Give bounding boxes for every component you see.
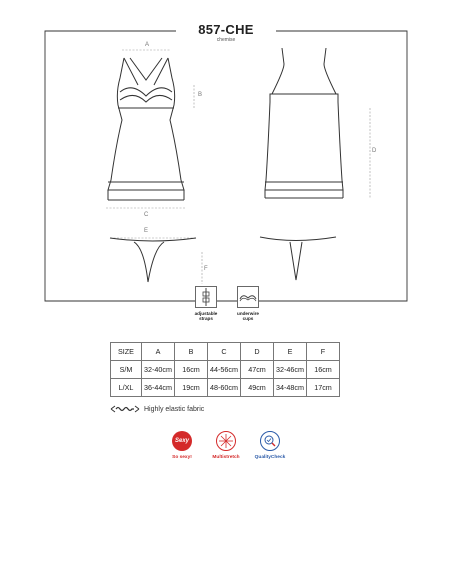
- table-cell: 44-56cm: [208, 361, 241, 379]
- feature-adjustable-line1: adjustable: [194, 311, 218, 316]
- table-cell: 16cm: [175, 361, 208, 379]
- size-table: [110, 342, 340, 397]
- table-cell: 16cm: [307, 361, 340, 379]
- badge-quality-check-label: QualityCheck: [254, 455, 286, 460]
- elastic-note: [110, 405, 204, 413]
- badge-so-sexy: [157, 431, 207, 460]
- so-sexy-icon: Sexy: [172, 431, 192, 451]
- product-subtitle: chemise: [216, 37, 236, 43]
- chemise-back-drawing: [265, 48, 343, 198]
- table-cell: 17cm: [307, 379, 340, 397]
- table-cell: 48-60cm: [208, 379, 241, 397]
- header-cell: SIZE: [111, 343, 142, 361]
- dim-a-label: A: [145, 42, 150, 48]
- table-cell: 49cm: [241, 379, 274, 397]
- feature-adjustable-line2: straps: [199, 316, 213, 322]
- thong-front-drawing: [110, 238, 196, 282]
- product-title: 857-CHE: [198, 22, 254, 37]
- dim-e-label: E: [144, 228, 149, 234]
- table-cell: S/M: [111, 361, 142, 379]
- table-cell: L/XL: [111, 379, 142, 397]
- badge-quality-check: [245, 431, 295, 460]
- table-cell: 32-46cm: [274, 361, 307, 379]
- adjustable-straps-icon: [195, 286, 217, 308]
- size-table-row: [111, 361, 340, 379]
- table-cell: 47cm: [241, 361, 274, 379]
- dim-c-label: C: [144, 212, 149, 218]
- feature-cups-line2: cups: [242, 316, 254, 322]
- badge-multistretch: [201, 431, 251, 460]
- table-cell: 34-48cm: [274, 379, 307, 397]
- size-table-row: [111, 379, 340, 397]
- header-cell: E: [274, 343, 307, 361]
- multistretch-icon: [216, 431, 236, 451]
- elastic-arrow-icon: [110, 405, 140, 413]
- header-cell: F: [307, 343, 340, 361]
- table-cell: 32-40cm: [142, 361, 175, 379]
- feature-adjustable-straps: [186, 286, 226, 322]
- table-cell: 19cm: [175, 379, 208, 397]
- underwire-cups-icon: [237, 286, 259, 308]
- size-table-header-row: [111, 343, 340, 361]
- elastic-note-text: Highly elastic fabric: [144, 405, 205, 413]
- header-cell: B: [175, 343, 208, 361]
- dim-f-label: F: [204, 266, 208, 272]
- header-cell: D: [241, 343, 274, 361]
- header-cell: C: [208, 343, 241, 361]
- table-cell: 36-44cm: [142, 379, 175, 397]
- feature-cups-line1: underwire: [237, 311, 259, 316]
- illustration-frame: [44, 30, 408, 302]
- badge-multistretch-label: Multistretch: [212, 455, 240, 460]
- badge-so-sexy-label: So sexy!: [172, 455, 192, 460]
- header-cell: A: [142, 343, 175, 361]
- dim-d-label: D: [372, 148, 377, 154]
- dim-b-label: B: [198, 92, 203, 98]
- quality-check-icon: [260, 431, 280, 451]
- feature-underwire-cups: [228, 286, 268, 322]
- chemise-front-drawing: [108, 58, 184, 200]
- thong-back-drawing: [260, 237, 336, 280]
